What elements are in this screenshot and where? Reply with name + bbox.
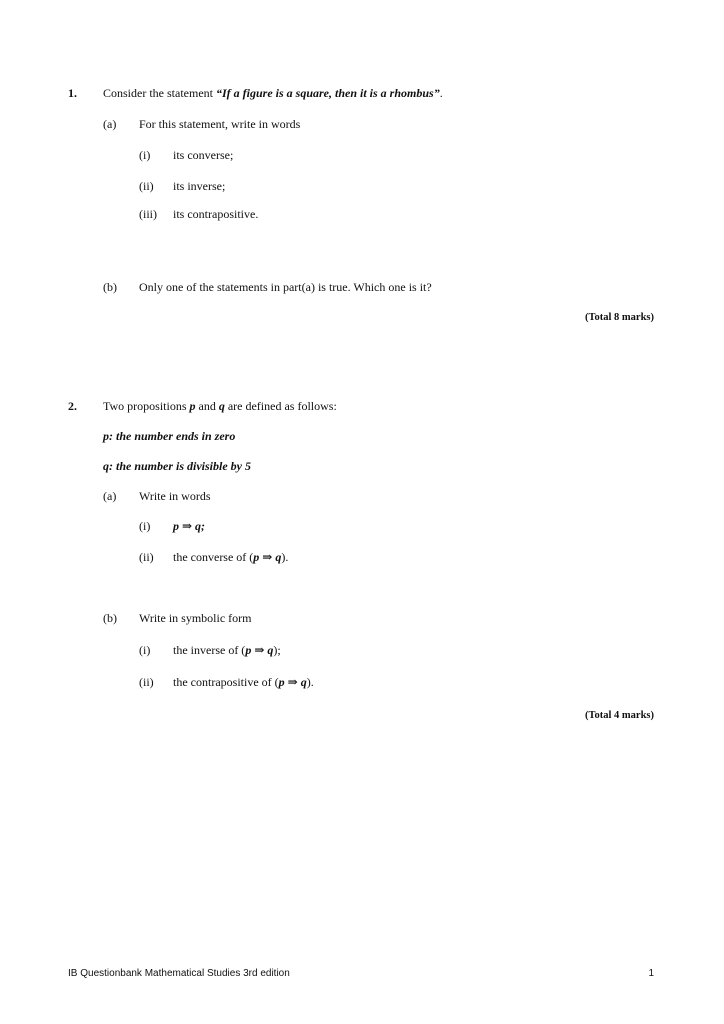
implication-expression: p ⇒ q (245, 643, 274, 657)
proposition-p: p (189, 399, 196, 413)
question-number: 2. (68, 399, 77, 413)
total-marks: (Total 4 marks) (584, 710, 654, 721)
part-label: (a) (103, 117, 117, 131)
footer-source: IB Questionbank Mathematical Studies 3rd edition (68, 968, 290, 979)
part-label: (b) (103, 611, 117, 625)
definition-p: p: the number ends in zero (103, 429, 236, 443)
subpart-label: (iii) (139, 207, 157, 221)
question-stem (103, 399, 337, 413)
subpart-label: (i) (139, 148, 151, 162)
subpart-text (173, 643, 281, 657)
text-pre: the converse of ( (173, 550, 254, 564)
definition-q: q: the number is divisible by 5 (103, 459, 251, 473)
question-stem (103, 86, 443, 100)
part-text: Write in symbolic form (139, 611, 252, 625)
page-number: 1 (648, 968, 654, 979)
subpart-label: (ii) (139, 550, 154, 564)
stem-statement: “If a figure is a square, then it is a rhombus” (215, 86, 440, 100)
subpart-label: (ii) (139, 675, 154, 689)
stem-end: are defined as follows: (224, 399, 337, 413)
stem-intro: Two propositions (103, 399, 190, 413)
text-pre: the inverse of ( (173, 643, 246, 657)
subpart-text: its converse; (173, 148, 234, 162)
subpart-label: (i) (139, 519, 151, 533)
text-post: ). (281, 550, 289, 564)
stem-intro: Consider the statement (103, 86, 216, 100)
text-post: ); (273, 643, 281, 657)
question-number: 1. (68, 86, 77, 100)
subpart-text (173, 550, 288, 564)
part-text: For this statement, write in words (139, 117, 301, 131)
subpart-text: its contrapositive. (173, 207, 259, 221)
subpart-label: (i) (139, 643, 151, 657)
proposition-q: q (218, 399, 225, 413)
implication-expression: p ⇒ q (253, 550, 282, 564)
part-label: (a) (103, 489, 117, 503)
part-text: Write in words (139, 489, 211, 503)
subpart-text (173, 675, 314, 689)
text-post: ). (306, 675, 314, 689)
part-label: (b) (103, 280, 117, 294)
implication-expression: p ⇒ q (278, 675, 307, 689)
subpart-text: p ⇒ q; (173, 519, 206, 533)
total-marks: (Total 8 marks) (584, 312, 654, 323)
part-text: Only one of the statements in part(a) is true. Which one is it? (139, 280, 432, 294)
text-pre: the contrapositive of ( (173, 675, 279, 689)
stem-and: and (195, 399, 219, 413)
subpart-text: its inverse; (173, 179, 226, 193)
subpart-label: (ii) (139, 179, 154, 193)
stem-end: . (439, 86, 443, 100)
